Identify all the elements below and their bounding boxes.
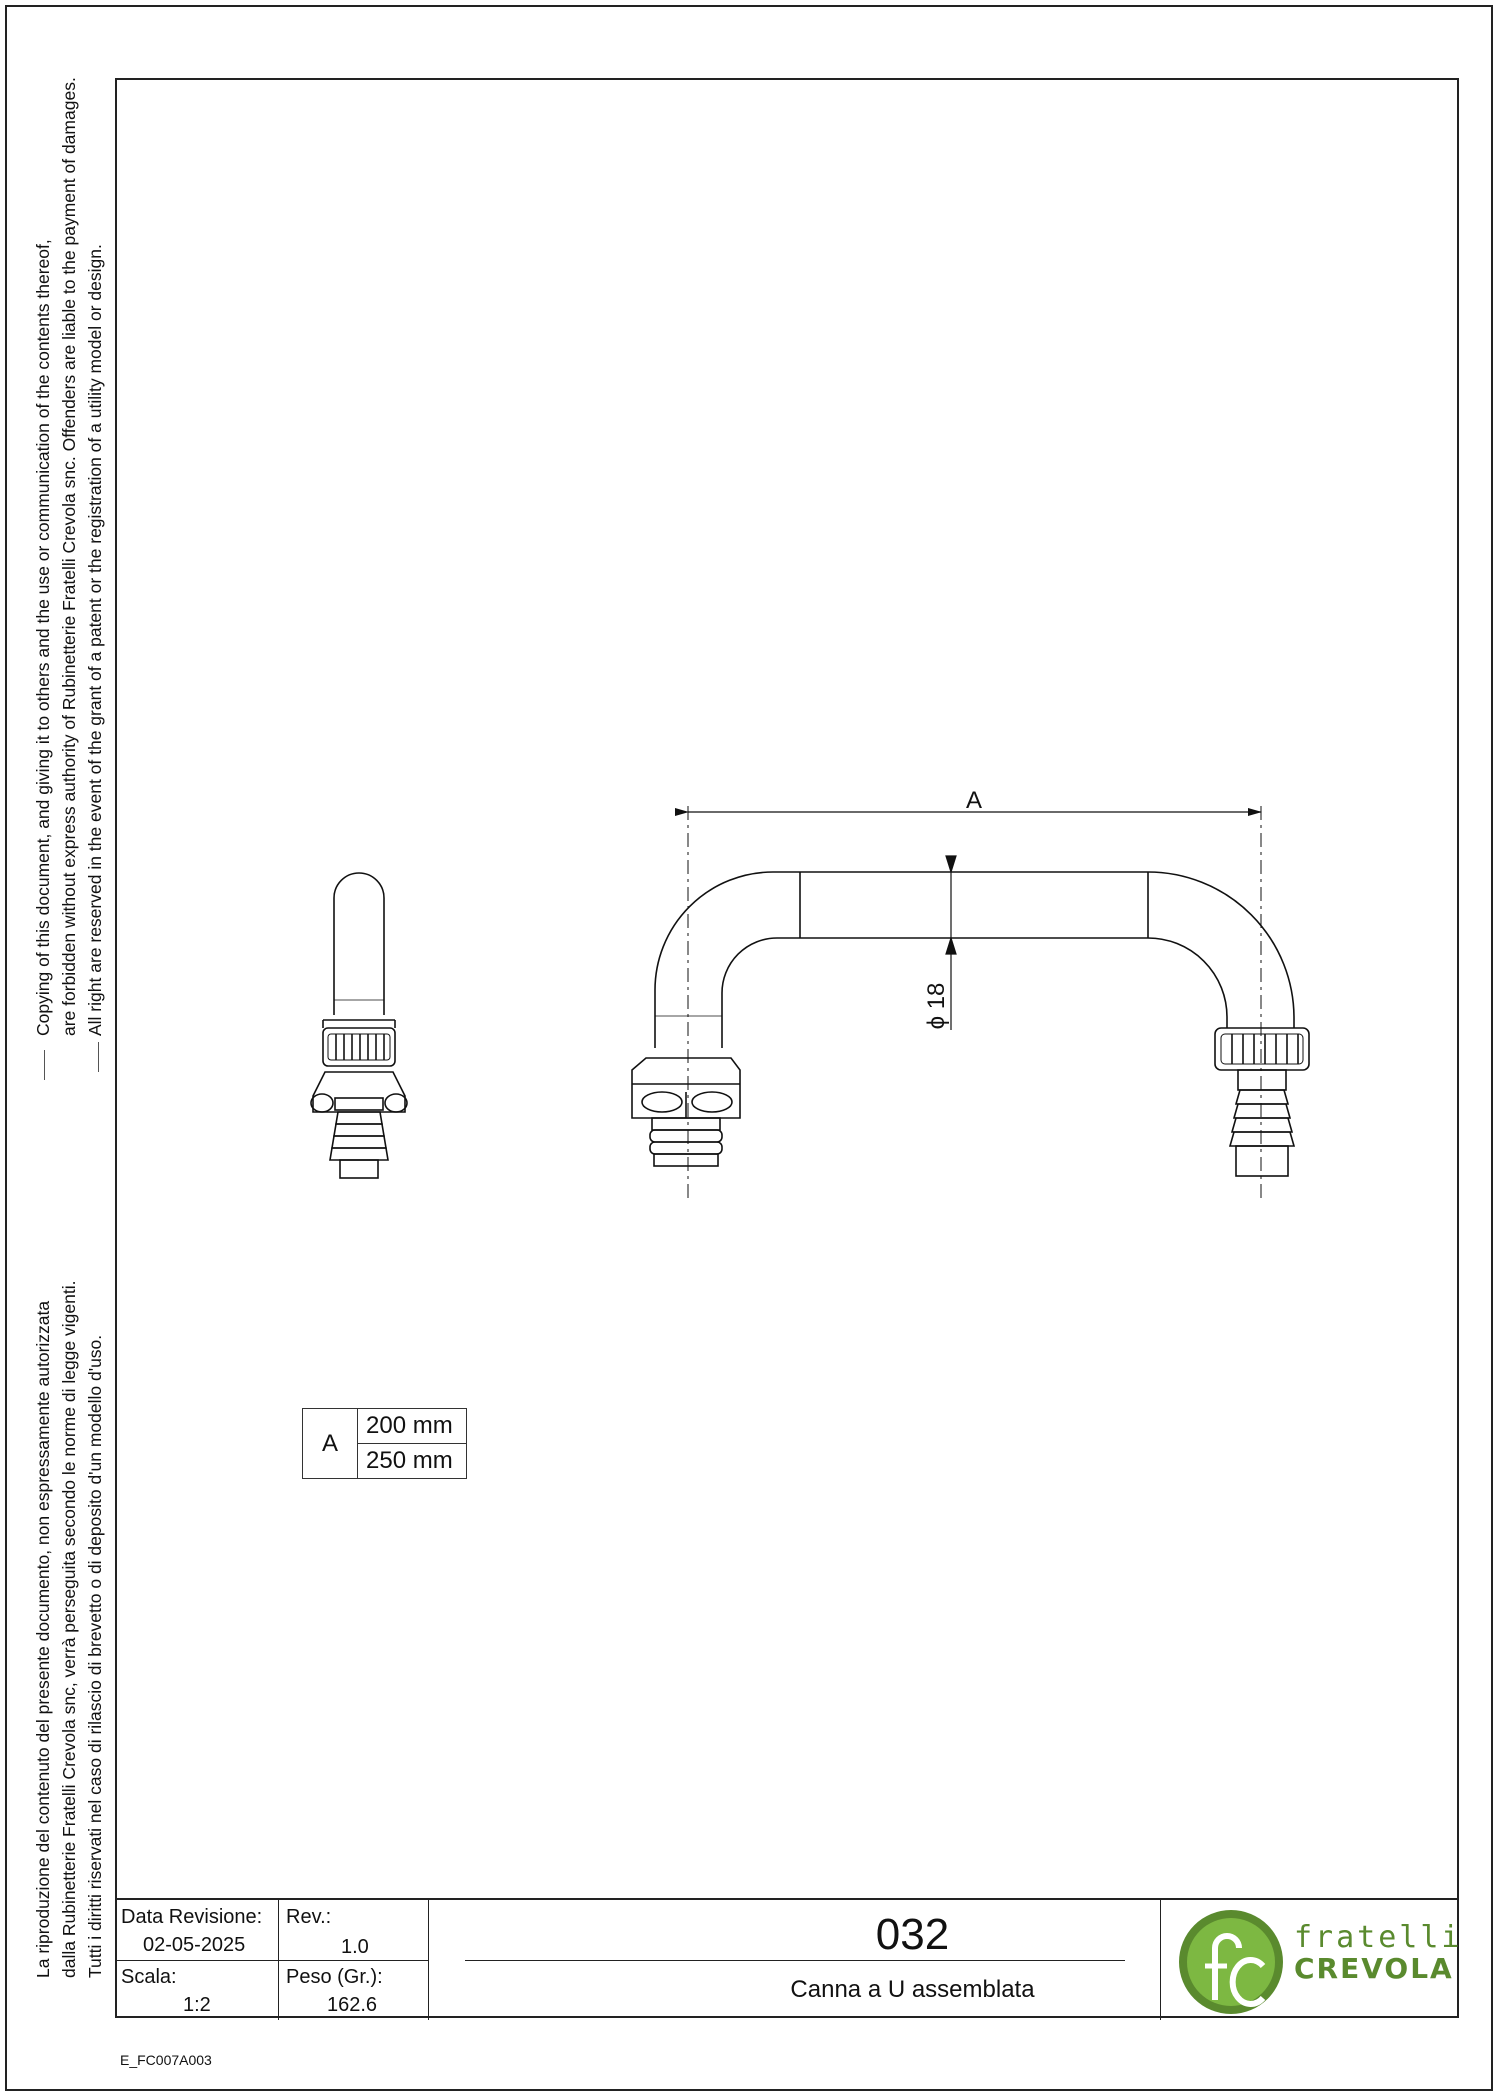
drawing-number: 032	[875, 1910, 950, 1959]
legal-notice-en-line1: Copying of this document, and giving it to others and the use or communication of the contents thereof,	[33, 239, 53, 1036]
dimension-A-label: A	[965, 787, 983, 814]
legal-notice-it-line2: dalla Rubinetterie Fratelli Crevola snc, verrà perseguita secondo le norme di legge vigenti.	[59, 1280, 79, 1978]
revision-date-label: Data Revisione:	[121, 1906, 263, 1928]
rev-label: Rev.:	[286, 1906, 332, 1928]
revision-date: 02-05-2025	[143, 1934, 246, 1956]
legal-notice-en-line2: are forbidden without express authority of Rubinetterie Fratelli Crevola snc. Offenders are liable to the payment of damages.	[59, 77, 79, 1036]
dimension-value-200: 200 mm	[358, 1409, 467, 1444]
brand-logo	[1175, 1906, 1287, 2016]
brand-name-line1: fratelli	[1294, 1920, 1463, 1955]
scale-value: 1:2	[183, 1994, 211, 2016]
weight-value: 162.6	[327, 1994, 378, 2016]
rev-value: 1.0	[341, 1936, 369, 1958]
front-view	[632, 872, 1309, 1176]
center-lines	[688, 806, 1261, 1198]
scale-label: Scala:	[121, 1966, 177, 1988]
legal-notice-en-line3: All right are reserved in the event of the grant of a patent or the registration of a utility model or design.	[85, 244, 105, 1036]
dimension-table-key: A	[303, 1409, 358, 1479]
legal-notice-it-line1: La riproduzione del contenuto del presente documento, non espressamente autorizzata	[33, 1300, 53, 1978]
dimension-value-250: 250 mm	[358, 1444, 467, 1479]
part-name: Canna a U assemblata	[790, 1976, 1035, 2003]
weight-label: Peso (Gr.):	[286, 1966, 383, 1988]
title-block	[115, 1898, 1463, 2018]
brand-name-line2: CREVOLA	[1294, 1952, 1454, 1985]
dimension-table	[302, 1408, 467, 1479]
template-code: E_FC007A003	[120, 2052, 212, 2068]
side-view	[311, 873, 407, 1178]
diameter-label: ϕ 18	[923, 982, 950, 1030]
legal-notice-it-line3: Tutti i diritti riservati nel caso di rilascio di brevetto o di deposito d'un modello d'uso.	[85, 1334, 105, 1978]
